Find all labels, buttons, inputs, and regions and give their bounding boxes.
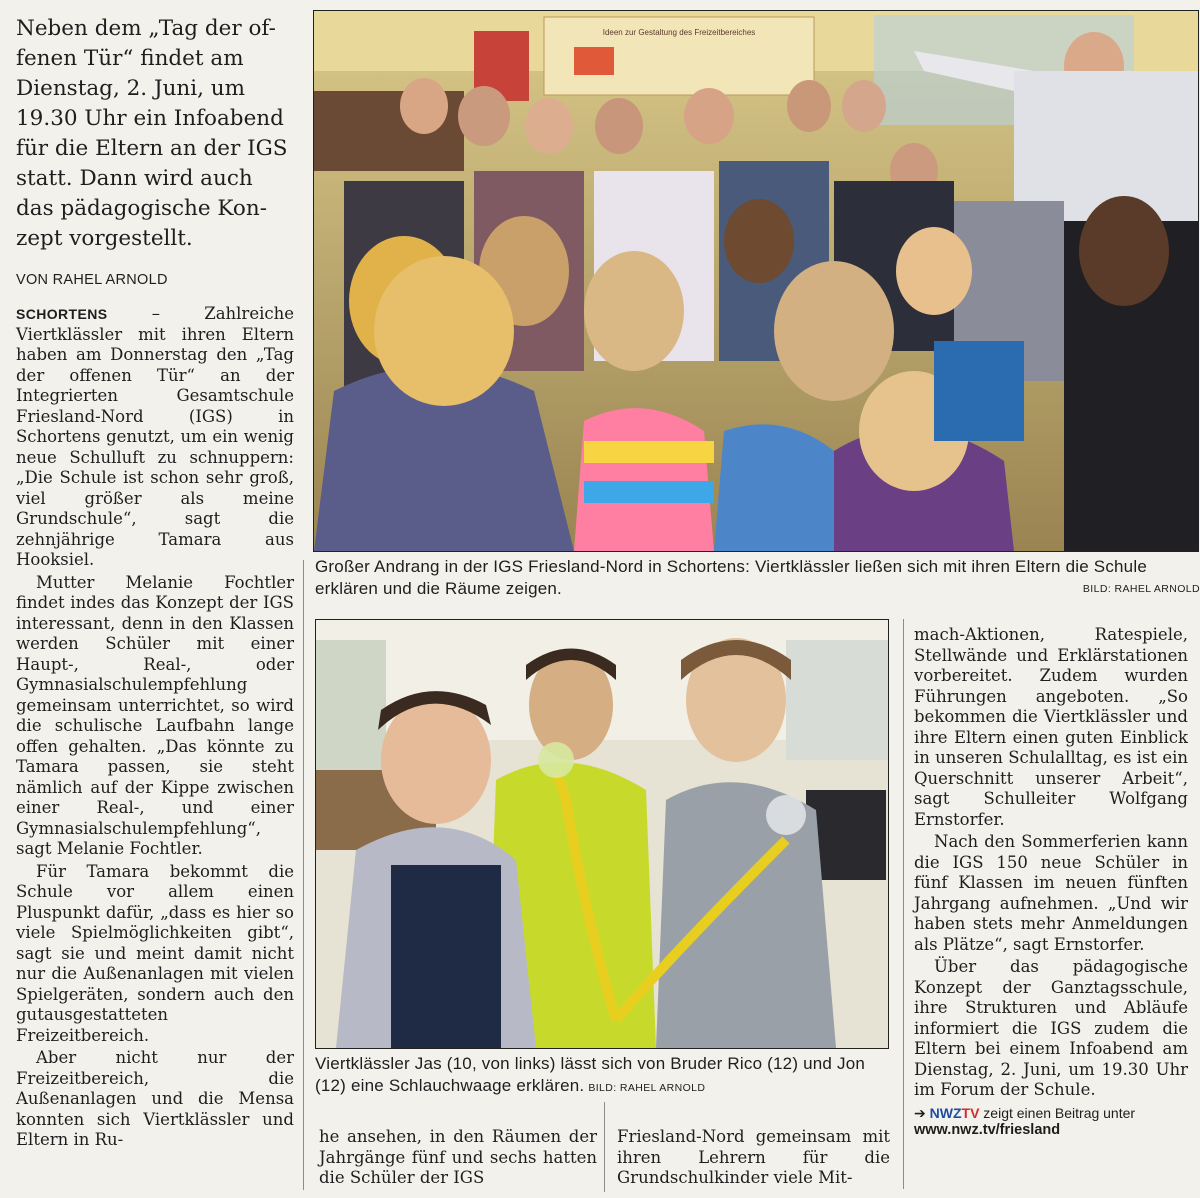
photo-crowd-credit: BILD: RAHEL ARNOLD <box>1082 583 1200 595</box>
left-column <box>16 14 294 1151</box>
paragraph: Nach den Sommerferien kann die IGS 150 neue Schüler in fünf Klassen im neuen fünften Jahrgang aufnehmen. „Und wir haben stets mehr Anmeldungen als Plätze“, sagt Ernstorfer. <box>914 832 1188 954</box>
arrow-icon: ➔ <box>914 1104 926 1121</box>
right-article-text <box>914 625 1188 1101</box>
paragraph: Mutter Melanie Fochtler findet indes das Konzept der IGS interessant, denn in den Klassen werden Schüler mit einer Haupt-, Real-, oder Gymnasialschulempfehlung gemeinsam unterrichtet, so wird die schulische Laufbahn lange offen gehalten. „Das könnte zu Tamara passen, sie steht nämlich auf der Kippe zwischen einer Real-, und einer Gymnasialschulempfehlung“, sagt Melanie Fochtler. <box>16 572 294 858</box>
photo-boys <box>315 619 889 1049</box>
intro-line: Dienstag, 2. Juni, um <box>16 76 246 101</box>
middle-column-text <box>319 1127 597 1189</box>
column-rule <box>604 1102 605 1192</box>
paragraph: Über das pädagogische Konzept der Ganztagsschule, ihre Strukturen und Abläufe informiert die IGS zudem die Eltern bei einem Infoabend am Dienstag, 2. Juni, um 19.30 Uhr im Forum der Schule. <box>914 957 1188 1099</box>
intro-line: 19.30 Uhr ein Infoabend <box>16 106 284 131</box>
nwz-url[interactable]: www.nwz.tv/friesland <box>914 1121 1061 1138</box>
column-rule <box>903 619 904 1189</box>
intro-line: fenen Tür“ findet am <box>16 46 244 71</box>
column-rule <box>303 560 304 1190</box>
paragraph: Für Tamara bekommt die Schule vor allem einen Pluspunkt dafür, „dass es hier so viele Spielmöglichkeiten gibt“, sagt sie und meint damit nicht nur die Außenanlagen mit vielen Spielgeräten, sondern auch den gutausgestatteten Freizeitbereich. <box>16 861 294 1045</box>
second-column-text <box>617 1127 890 1189</box>
photo-boys-caption: Viertklässler Jas (10, von links) lässt sich von Bruder Rico (12) und Jon (12) eine Schlauchwaage erklären. BILD: RAHEL ARNOLD <box>315 1054 866 1095</box>
board-text: Ideen zur Gestaltung des Freizeitbereiches <box>602 28 756 37</box>
photo-boys-image <box>316 620 888 1048</box>
intro-box <box>16 14 294 254</box>
intro-line: zept vorgestellt. <box>16 226 193 251</box>
photo-boys-credit: BILD: RAHEL ARNOLD <box>588 1082 706 1094</box>
paragraph: Friesland-Nord gemeinsam mit ihren Lehrern für die Grundschulkinder viele Mit- <box>617 1127 890 1187</box>
paragraph: SCHORTENS – Zahlreiche Viertklässler mit ihren Eltern haben am Donnerstag den „Tag der offenen Tür“ an der Integrierten Gesamtschule Friesland-Nord (IGS) in Schortens genutzt, um ein wenig neue Schulluft zu schnuppern: „Die Schule ist schon sehr groß, viel größer als meine Grundschule“, sagt die zehnjährige Tamara aus Hooksiel. <box>16 304 294 569</box>
photo-crowd-caption: Großer Andrang in der IGS Friesland-Nord in Schortens: Viertklässler ließen sich mit ihren Eltern die Schule erklären und die Räume zeigen. <box>315 557 1147 598</box>
photo-crowd <box>313 10 1199 552</box>
intro-line: statt. Dann wird auch <box>16 166 253 191</box>
intro-line: Neben dem „Tag der of- <box>16 16 276 41</box>
dateline: SCHORTENS <box>16 306 108 322</box>
nwz-tv-logo: TV <box>961 1104 980 1121</box>
paragraph: Aber nicht nur der Freizeitbereich, die Außenanlagen und die Mensa konnten sich Viertklässler und Eltern in Ru- <box>16 1048 294 1149</box>
paragraph: mach-Aktionen, Ratespiele, Stellwände und Erklärstationen vorbereitet. Zudem wurden Führungen angeboten. „So bekommen die Viertklässler und ihre Eltern einen guten Einblick in unseren Schulalltag, es ist ein Querschnitt unserer Arbeit“, sagt Schulleiter Wolfgang Ernstorfer. <box>914 625 1188 829</box>
nwz-tv-promo: ➔ NWZTV zeigt einen Beitrag unter <box>914 1104 1136 1121</box>
photo-crowd-image <box>314 11 1198 551</box>
intro-line: das pädagogische Kon- <box>16 196 267 221</box>
intro-line: für die Eltern an der IGS <box>16 136 288 161</box>
paragraph: he ansehen, in den Räumen der Jahrgänge fünf und sechs hatten die Schüler der IGS <box>319 1127 597 1187</box>
nwz-logo: NWZ <box>929 1104 962 1121</box>
left-article-text <box>16 304 294 1151</box>
byline: VON RAHEL ARNOLD <box>16 272 168 288</box>
right-column <box>914 625 1188 1138</box>
